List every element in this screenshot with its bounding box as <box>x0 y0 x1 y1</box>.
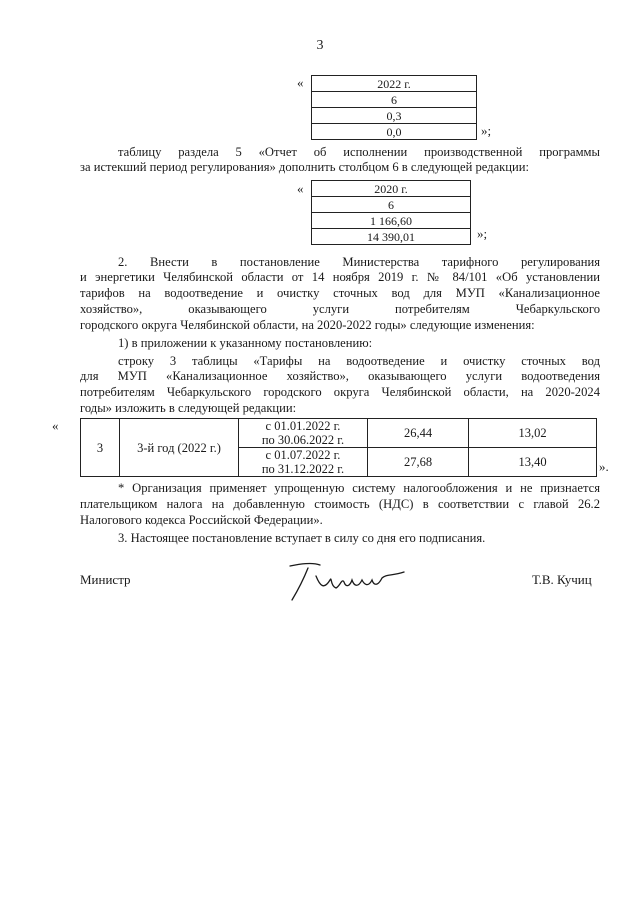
table1-cell: 6 <box>312 92 477 108</box>
table1-cell: 0,0 <box>312 124 477 140</box>
paragraph-line: городского округа Челябинской области, на 2020-2022 годы» следующие изменения: <box>80 318 535 332</box>
table1 <box>311 75 477 140</box>
table2-cell: 1 166,60 <box>312 213 471 229</box>
tariff-table-close-quote: ». <box>599 459 609 474</box>
tariff-value-cell: 27,68 <box>368 448 469 477</box>
paragraph-line: и энергетики Челябинской области от 14 ноября 2019 г. № 84/101 «Об установлении <box>80 270 600 284</box>
period-start: с 01.07.2022 г. <box>265 448 341 462</box>
footnote-line: плательщиком налога на добавленную стоимость (НДС) в соответствии с главой 26.2 <box>80 497 600 511</box>
table2-cell: 6 <box>312 197 471 213</box>
table2-open-quote: « <box>297 181 304 196</box>
period-cell <box>239 419 368 448</box>
footnote-line: * Организация применяет упрощенную систему налогообложения и не признается <box>118 481 600 495</box>
table2-cell: 14 390,01 <box>312 229 471 245</box>
handwritten-signature <box>280 556 420 606</box>
list-item: 3. Настоящее постановление вступает в силу со дня его подписания. <box>118 531 486 545</box>
signatory-name: Т.В. Кучиц <box>532 572 592 587</box>
period-start: с 01.01.2022 г. <box>265 419 341 433</box>
row-number-cell: 3 <box>81 419 120 477</box>
list-item: 1) в приложении к указанному постановлению: <box>118 336 373 350</box>
tariff-value-cell: 13,40 <box>469 448 597 477</box>
year-cell: 3-й год (2022 г.) <box>120 419 239 477</box>
period-end: по 30.06.2022 г. <box>261 433 345 447</box>
paragraph-line: строку 3 таблицы «Тарифы на водоотведение и очистку сточных вод <box>118 354 600 368</box>
footnote-line: Налогового кодекса Российской Федерации». <box>80 513 323 527</box>
table1-cell: 2022 г. <box>312 76 477 92</box>
table2 <box>311 180 471 245</box>
signatory-title: Министр <box>80 572 131 587</box>
page-number: 3 <box>316 38 324 53</box>
paragraph-line: тарифов на водоотведение и очистку сточных вод для МУП «Канализационное <box>80 286 600 300</box>
paragraph-line: потребителям Чебаркульского городского округа Челябинской области, на 2020-2024 <box>80 385 600 399</box>
table1-cell: 0,3 <box>312 108 477 124</box>
table2-cell: 2020 г. <box>312 181 471 197</box>
tariff-value-cell: 13,02 <box>469 419 597 448</box>
period-cell <box>239 448 368 477</box>
paragraph-line: за истекший период регулирования» дополнить столбцом 6 в следующей редакции: <box>80 160 530 174</box>
tariff-table-open-quote: « <box>52 418 59 433</box>
table2-close-quote: »; <box>477 226 488 241</box>
paragraph-line: хозяйство», оказывающего услуги потребителям Чебаркульского <box>80 302 600 316</box>
period-end: по 31.12.2022 г. <box>261 462 345 476</box>
paragraph-line: для МУП «Канализационное хозяйство», оказывающего услуги водоотведения <box>80 369 600 383</box>
table1-open-quote: « <box>297 75 304 90</box>
paragraph-line: 2. Внести в постановление Министерства тарифного регулирования <box>118 255 600 269</box>
tariff-table <box>80 418 597 477</box>
paragraph-line: таблицу раздела 5 «Отчет об исполнении производственной программы <box>118 145 600 159</box>
table1-close-quote: »; <box>481 123 492 138</box>
tariff-value-cell: 26,44 <box>368 419 469 448</box>
paragraph-line: годы» изложить в следующей редакции: <box>80 401 297 415</box>
